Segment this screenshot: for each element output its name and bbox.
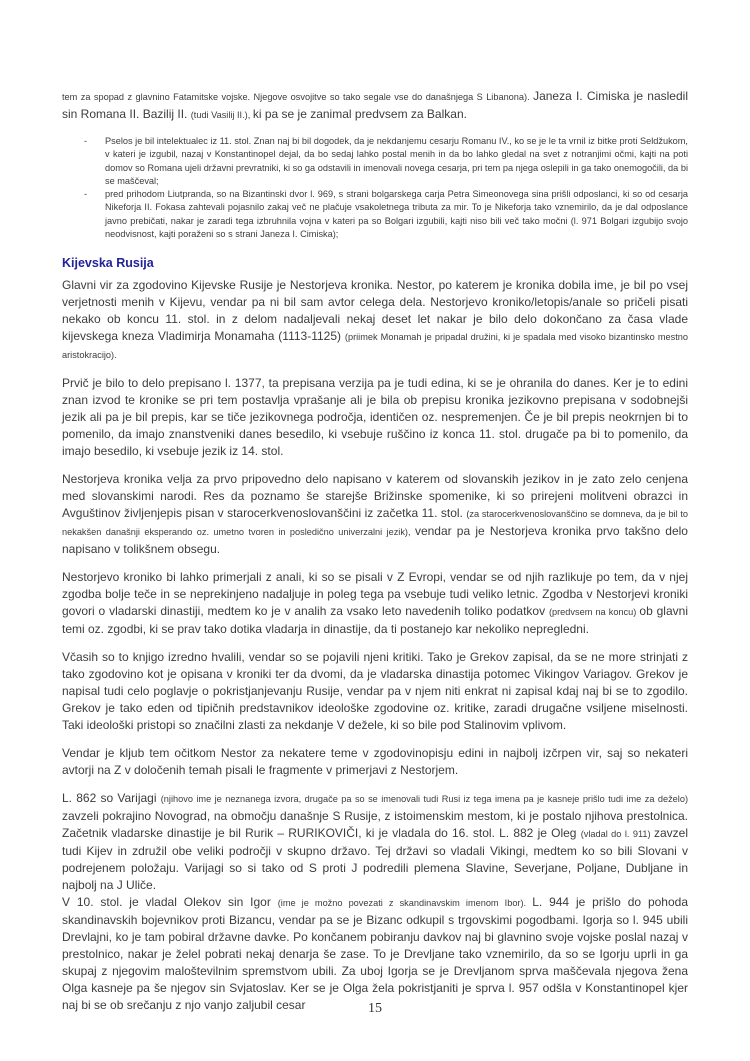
bullet-marker: - — [84, 189, 88, 200]
paragraph — [62, 471, 688, 558]
paragraph — [62, 745, 688, 779]
text-run: ki pa se je zanimal predvsem za Balkan. — [252, 107, 467, 121]
text-run: (tudi Vasilij II.), — [190, 110, 253, 120]
paragraph — [62, 375, 688, 460]
text-run: (njihovo ime je neznanega izvora, drugače pa so se imenovali tudi Rusi iz tega imena pa je kasneje prišlo tudi ime za deželo) — [160, 794, 689, 805]
text-run: Vendar je kljub tem očitkom Nestor za nekatere teme v zgodovinopisju edini in najbolj izčrpen vir, saj so nekateri avtorji na Z v določenih temah pisali le fragmente v primerjavi z Nestorjem. — [62, 746, 688, 778]
text-run: V 10. stol. je vladal Olekov sin Igor — [62, 895, 278, 910]
text-run: Janeza I. Cimiska je nasledil sin Romana II. Bazilij II. — [62, 89, 688, 121]
list-item-text: pred prihodom Liutpranda, so na Bizantinski dvor l. 969, s strani bolgarskega carja Petra Simeonovega sina prišli odposlanci, ki so od cesarja Nikeforja II. Fokasa zahtevali pojasnilo zakaj več ne plačuje vsakoletnega tributa za mir. To je Nikeforja tako vznemirilo, da je dal odposlance javno prebičati, nakar je zaradi tega izbruhnila vojna v kateri pa so Bolgari izgubili, kajti niso bili več tako močni (l. 971 Bolgari izgubijo svojo neodvisnost, kajti poraženi so s strani Janeza I. Cimiska); — [105, 189, 688, 240]
paragraph — [62, 894, 688, 1014]
text-run: (vladal do l. 911) — [580, 829, 654, 840]
paragraph-intro — [62, 88, 688, 124]
paragraph — [62, 569, 688, 638]
list-item-text: Pselos je bil intelektualec iz 11. stol. Znan naj bi bil dogodek, da je nekdanjemu cesarju Romanu IV., ko se je le ta vrnil iz bitke proti Seldžukom, v kateri je izgubil, nazaj v Konstantinopel dejal, da bo sedaj lahko postal menih in da bo lahko gledal na svet z notranjimi očmi, kajti na poti domov so Romana ujeli državni prevratniki, ki so ga odstavili in imenovali novega cesarja, pri tem pa njega oslepili in ga tako onemogočili, da bi se maščeval; — [105, 136, 688, 186]
text-run: zavzel tudi Kijev in združil obe veliki področji v skupno državo. Tej državi so vladali Vikingi, medtem ko so bili Slovani v podrejenem položaju. Varijagi so si tako od S proti J podredili plemena Slavine, Severjane, Poljane, Dubljane in najbolj na J Uliče. — [62, 826, 689, 893]
text-run: Včasih so to knjigo izredno hvalili, vendar so se pojavili njeni kritiki. Tako je Grekov zapisal, da se ne more strinjati z tako zgodovino kot je opisana v kroniki ter da dvomi, da je vladarska dinastija potomec Vikingov Variagov. Grekov je napisal tudi celo poglavje o pokristjanjevanju Rusije, vendar pa v njem niti enkrat ni zapisal kdaj naj bi se to zgodilo. Grekov je tako eden od tipičnih predstavnikov ideološke zgodovine oz. kritike, zaradi drugačne vsiljene miselnosti. Taki ideološki pristopi so značilni zlasti za nekdanje V dežele, ki so bile pod Stalinovim vplivom. — [62, 650, 688, 733]
paragraph — [62, 277, 688, 364]
bullet-marker: - — [84, 136, 88, 146]
page-number: 15 — [368, 1001, 382, 1016]
text-run: zavzeli pokrajino Novograd, na območju današnje S Rusije, z istoimenskim mestom, ki je postalo njihova prestolnica. Začetnik vladarske dinastije je bil Rurik – RURIKOVIČI, ki je vladala do 16. stol. L. 882 je Oleg — [62, 809, 688, 841]
text-run: (predvsem na koncu) — [548, 607, 640, 618]
text-run: Nestorjeva kronika velja za prvo pripovedno delo napisano v katerem od slovanskih jezikov in je zato zelo cenjena med slovanskimi narodi. Res da poznamo še starejše Brižinske spomenike, ki so prirejeni molitveni obrazci in Avguštinov življenjepis pisan v starocerkvenoslovanščini iz začetka 11. stol. — [62, 472, 688, 521]
text-run: (za starocerkvenoslovanščino se domneva, da je bil to nekakšen današnji eksperando oz. umetno tvoren in posledično univerzalni jezik), — [62, 509, 688, 538]
text-run: (ime je možno povezati z skandinavskim imenom Ibor). — [277, 898, 533, 909]
text-run: ob glavni temi oz. zgodbi, ki se prav tako dotika vladarja in dinastije, da ti postanejo kar nekoliko nepregledni. — [62, 604, 688, 637]
text-run: L. 944 je prišlo do pohoda skandinavskih bojevnikov proti Bizancu, vendar pa se je Bizanc odkupil s trgovskimi pogodbami. Igorja so l. 945 ubili Drevlajni, ko je tam pobiral državne davke. Po končanem pobiranju davkov naj bi glavnino svoje vojske poslal nazaj v prestolnico, nakar je želel pobrati nekaj denarja še zase. To je Drevljane tako vznemirilo, da so se Igorju uprli in ga skupaj z njegovim maloštevilnim spremstvom ubili. Za uboj Igorja se je Drevljanom sprva maščevala njegova žena Olga kasneje pa še njegov sin Svjatoslav. Ker se je Olga žela pokristjaniti je sprva l. 957 odšla v Konstantinopel kjer naj bi se ob srečanju z njo vanjo zaljubil cesar — [62, 895, 688, 1013]
bullet-list — [62, 135, 688, 241]
list-item — [62, 135, 688, 188]
paragraph — [62, 649, 688, 734]
section-heading: Kijevska Rusija — [62, 256, 154, 271]
text-run: tem za spopad z glavnino Fatamitske vojske. Njegove osvojitve so tako segale vse do današnjega S Libanona). — [62, 92, 534, 102]
text-run: Prvič je bilo to delo prepisano l. 1377, ta prepisana verzija pa je tudi edina, ki se je ohranila do danes. Ker je to edini znan izvod te kronike se pri tem postavlja vprašanje ali je bila ob prepisu kronika jezikovno prepisana v sodobnejši jezik ali pa je bil prepis, kar se tiče jezikovnega področja, identičen oz. nespremenjen. Če je bil prepis neokrnjen bi to pomenilo, da imajo znanstveniki danes besedilo, ki vsebuje ruščino iz konca 11. stol. drugače pa bi to pomenilo, da imajo besedilo, ki vsebuje jezik iz 14. stol. — [62, 376, 688, 459]
paragraph — [62, 790, 688, 894]
text-run: (priimek Monamah je pripadal družini, ki je spadala med visoko bizantinsko mestno aristokracijo). — [62, 332, 688, 361]
text-run: vendar pa je Nestorjeva kronika prvo takšno delo napisano v tolikšnem obsegu. — [62, 524, 688, 557]
list-item — [62, 188, 688, 241]
text-run: Glavni vir za zgodovino Kijevske Rusije je Nestorjeva kronika. Nestor, po katerem je kronika dobila ime, je bil po vsej verjetnosti menih v Kijevu, vendar pa ni bil sam avtor celega dela. Nestorjevo kroniko/letopis/anale so pričeli pisati nekako ob koncu 11. stol. in z delom nadaljevali nekaj deset let nakar je bilo delo dokončano za časa vlade kijevskega kneza Vladimirja Monamaha (1113-1125) — [62, 278, 688, 344]
text-run: L. 862 so Varijagi — [62, 791, 161, 806]
text-run: Nestorjevo kroniko bi lahko primerjali z anali, ki so se pisali v Z Evropi, vendar se od njih razlikuje po tem, da v njej zgodba bolje teče in se neprekinjeno nadaljuje in poleg tega pa vsebuje tudi veliko letnic. Zgodba v Nestorjevi kroniki govori o vladarski dinastiji, medtem ko je v analih za vsako leto navedenih toliko podatkov — [62, 570, 688, 619]
